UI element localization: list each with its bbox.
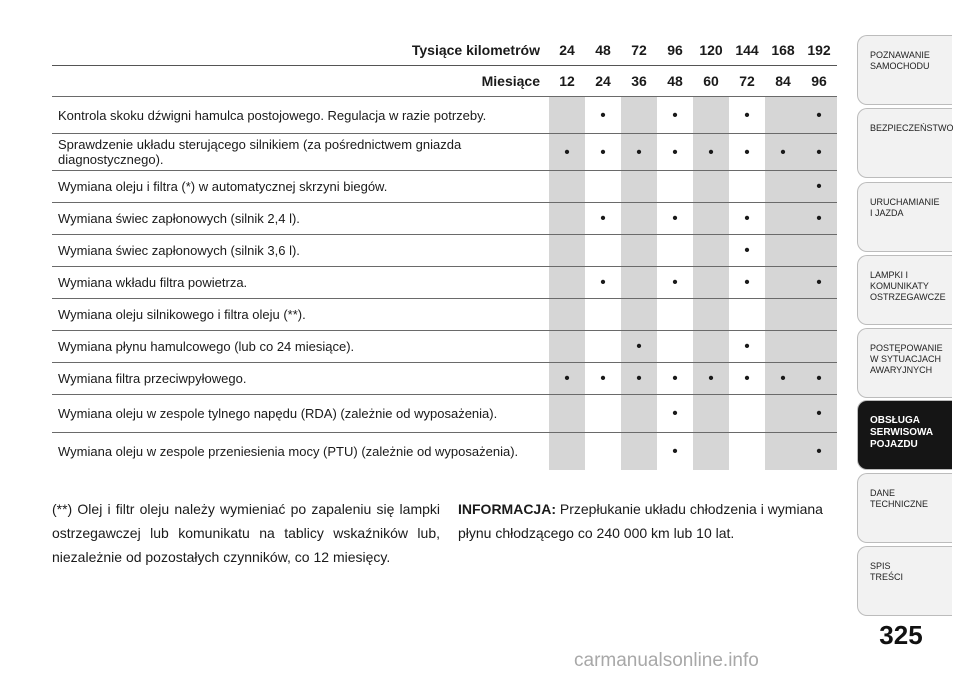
schedule-mark	[621, 203, 657, 235]
chapter-tab-label: SPIS TREŚCI	[870, 561, 904, 582]
service-item-label: Wymiana oleju w zespole tylnego napędu (RDA) (zależnie od wyposażenia).	[52, 395, 549, 433]
schedule-mark	[729, 395, 765, 433]
watermark: carmanualsonline.info	[574, 650, 759, 671]
schedule-mark: •	[585, 203, 621, 235]
schedule-row	[52, 363, 837, 395]
schedule-row	[52, 134, 837, 171]
chapter-tab-label: POZNAWANIE SAMOCHODU	[870, 50, 930, 71]
schedule-mark: •	[801, 97, 837, 134]
km-value: 24	[549, 34, 585, 66]
month-value: 48	[667, 73, 683, 89]
schedule-mark: •	[657, 363, 693, 395]
schedule-mark	[693, 171, 729, 203]
maintenance-schedule-table	[52, 34, 837, 470]
km-value: 168	[765, 34, 801, 66]
info-note	[458, 497, 834, 545]
chapter-tab-label: OBSŁUGA SERWISOWA POJAZDU	[870, 415, 934, 450]
schedule-mark	[585, 331, 621, 363]
info-label: INFORMACJA:	[458, 501, 556, 517]
schedule-row	[52, 267, 837, 299]
schedule-mark: •	[729, 267, 765, 299]
month-value: 60	[703, 73, 719, 89]
schedule-mark	[693, 97, 729, 134]
schedule-mark	[585, 395, 621, 433]
schedule-mark: •	[657, 97, 693, 134]
schedule-mark	[693, 331, 729, 363]
chapter-tab[interactable]	[857, 328, 952, 398]
service-item-label: Wymiana świec zapłonowych (silnik 2,4 l).	[52, 203, 549, 235]
month-value: 84	[775, 73, 791, 89]
month-value: 36	[631, 73, 647, 89]
schedule-mark	[765, 97, 801, 134]
chapter-tab[interactable]	[857, 35, 952, 105]
schedule-row	[52, 433, 837, 470]
schedule-mark	[765, 267, 801, 299]
schedule-mark	[549, 171, 585, 203]
schedule-mark: •	[657, 203, 693, 235]
chapter-tab[interactable]	[857, 546, 952, 616]
chapter-tab[interactable]	[857, 473, 952, 543]
schedule-mark	[729, 299, 765, 331]
schedule-row	[52, 171, 837, 203]
schedule-mark: •	[801, 171, 837, 203]
chapter-tab[interactable]	[857, 400, 952, 470]
schedule-mark: •	[765, 134, 801, 171]
schedule-mark: •	[585, 97, 621, 134]
schedule-mark: •	[729, 97, 765, 134]
page-number: 325	[879, 620, 923, 650]
schedule-mark: •	[729, 134, 765, 171]
schedule-mark: •	[801, 267, 837, 299]
schedule-mark: •	[801, 134, 837, 171]
schedule-mark: •	[621, 134, 657, 171]
schedule-mark: •	[549, 363, 585, 395]
schedule-mark: •	[801, 433, 837, 470]
info-text: Przepłukanie układu chłodzenia i wymiana płynu chłodzącego co 240 000 km lub 10 lat.	[458, 501, 823, 541]
service-item-label: Wymiana świec zapłonowych (silnik 3,6 l).	[52, 235, 549, 267]
months-label: Miesiące	[481, 73, 540, 89]
schedule-mark: •	[693, 363, 729, 395]
footnote-engine-oil: (**) Olej i filtr oleju należy wymieniać po zapaleniu się lampki ostrzegawczej lub komunikatu na tablicy wskaźników lub, niezależnie od pozostałych czynników, co 12 miesięcy.	[52, 501, 440, 565]
month-value: 72	[739, 73, 755, 89]
schedule-mark	[549, 267, 585, 299]
schedule-mark: •	[621, 331, 657, 363]
schedule-mark: •	[801, 395, 837, 433]
km-value: 120	[693, 34, 729, 66]
schedule-mark	[549, 203, 585, 235]
schedule-mark	[693, 433, 729, 470]
month-value: 12	[559, 73, 575, 89]
schedule-mark	[693, 235, 729, 267]
schedule-mark	[765, 331, 801, 363]
chapter-tab-label: BEZPIECZEŃSTWO	[870, 123, 954, 133]
service-item-label: Wymiana oleju w zespole przeniesienia mocy (PTU) (zależnie od wyposażenia).	[52, 433, 549, 470]
schedule-mark: •	[657, 395, 693, 433]
schedule-mark	[765, 171, 801, 203]
schedule-mark: •	[585, 267, 621, 299]
schedule-mark: •	[621, 363, 657, 395]
month-value: 24	[595, 73, 611, 89]
chapter-sidebar	[857, 0, 960, 678]
schedule-row	[52, 97, 837, 134]
schedule-mark	[729, 171, 765, 203]
schedule-mark	[585, 433, 621, 470]
schedule-mark: •	[585, 134, 621, 171]
schedule-mark	[621, 395, 657, 433]
schedule-mark	[765, 395, 801, 433]
schedule-mark	[765, 299, 801, 331]
schedule-mark	[621, 299, 657, 331]
km-value: 144	[729, 34, 765, 66]
schedule-mark	[657, 299, 693, 331]
schedule-mark: •	[729, 235, 765, 267]
schedule-row	[52, 299, 837, 331]
schedule-mark: •	[801, 363, 837, 395]
schedule-mark: •	[729, 331, 765, 363]
schedule-mark: •	[729, 203, 765, 235]
schedule-row	[52, 331, 837, 363]
schedule-mark	[801, 331, 837, 363]
schedule-mark	[585, 299, 621, 331]
chapter-tab[interactable]	[857, 108, 952, 178]
schedule-mark: •	[657, 134, 693, 171]
schedule-mark	[729, 433, 765, 470]
schedule-mark	[549, 331, 585, 363]
schedule-mark	[585, 235, 621, 267]
schedule-mark	[549, 395, 585, 433]
schedule-mark	[549, 433, 585, 470]
schedule-mark: •	[657, 433, 693, 470]
km-value: 192	[801, 34, 837, 66]
schedule-mark	[621, 235, 657, 267]
kilometers-header-row	[52, 34, 837, 66]
schedule-mark: •	[657, 267, 693, 299]
months-header-row	[52, 66, 837, 97]
schedule-mark: •	[585, 363, 621, 395]
schedule-row	[52, 235, 837, 267]
schedule-mark: •	[549, 134, 585, 171]
service-item-label: Kontrola skoku dźwigni hamulca postojowego. Regulacja w razie potrzeby.	[52, 97, 549, 134]
service-item-label: Wymiana oleju i filtra (*) w automatycznej skrzyni biegów.	[52, 171, 549, 203]
schedule-mark	[657, 331, 693, 363]
km-value: 48	[585, 34, 621, 66]
schedule-mark	[693, 395, 729, 433]
schedule-mark	[693, 203, 729, 235]
service-item-label: Wymiana filtra przeciwpyłowego.	[52, 363, 549, 395]
chapter-tab[interactable]	[857, 255, 952, 325]
chapter-tab-label: URUCHAMIANIE I JAZDA	[870, 197, 940, 218]
schedule-mark	[765, 235, 801, 267]
schedule-mark	[801, 235, 837, 267]
km-value: 72	[621, 34, 657, 66]
chapter-tab-label: POSTĘPOWANIE W SYTUACJACH AWARYJNYCH	[870, 343, 943, 375]
km-value: 96	[657, 34, 693, 66]
service-item-label: Sprawdzenie układu sterującego silnikiem (za pośrednictwem gniazda diagnostycznego).	[52, 134, 549, 171]
service-item-label: Wymiana wkładu filtra powietrza.	[52, 267, 549, 299]
schedule-row	[52, 203, 837, 235]
schedule-mark	[693, 299, 729, 331]
kilometers-label: Tysiące kilometrów	[52, 34, 549, 66]
chapter-tab[interactable]	[857, 182, 952, 252]
schedule-mark	[621, 433, 657, 470]
schedule-mark: •	[765, 363, 801, 395]
schedule-mark	[621, 267, 657, 299]
schedule-mark	[621, 97, 657, 134]
schedule-mark	[657, 235, 693, 267]
schedule-mark	[765, 203, 801, 235]
schedule-mark: •	[693, 134, 729, 171]
schedule-mark: •	[729, 363, 765, 395]
schedule-mark	[801, 299, 837, 331]
schedule-mark: •	[801, 203, 837, 235]
service-item-label: Wymiana oleju silnikowego i filtra oleju (**).	[52, 299, 549, 331]
schedule-mark	[693, 267, 729, 299]
chapter-tab-label: DANE TECHNICZNE	[870, 488, 928, 509]
schedule-mark	[765, 433, 801, 470]
schedule-mark	[549, 235, 585, 267]
schedule-mark	[549, 97, 585, 134]
schedule-mark	[585, 171, 621, 203]
month-value: 96	[811, 73, 827, 89]
service-item-label: Wymiana płynu hamulcowego (lub co 24 miesiące).	[52, 331, 549, 363]
schedule-mark	[621, 171, 657, 203]
schedule-row	[52, 395, 837, 433]
schedule-mark	[657, 171, 693, 203]
chapter-tab-label: LAMPKI I KOMUNIKATY OSTRZEGAWCZE	[870, 270, 946, 302]
schedule-mark	[549, 299, 585, 331]
